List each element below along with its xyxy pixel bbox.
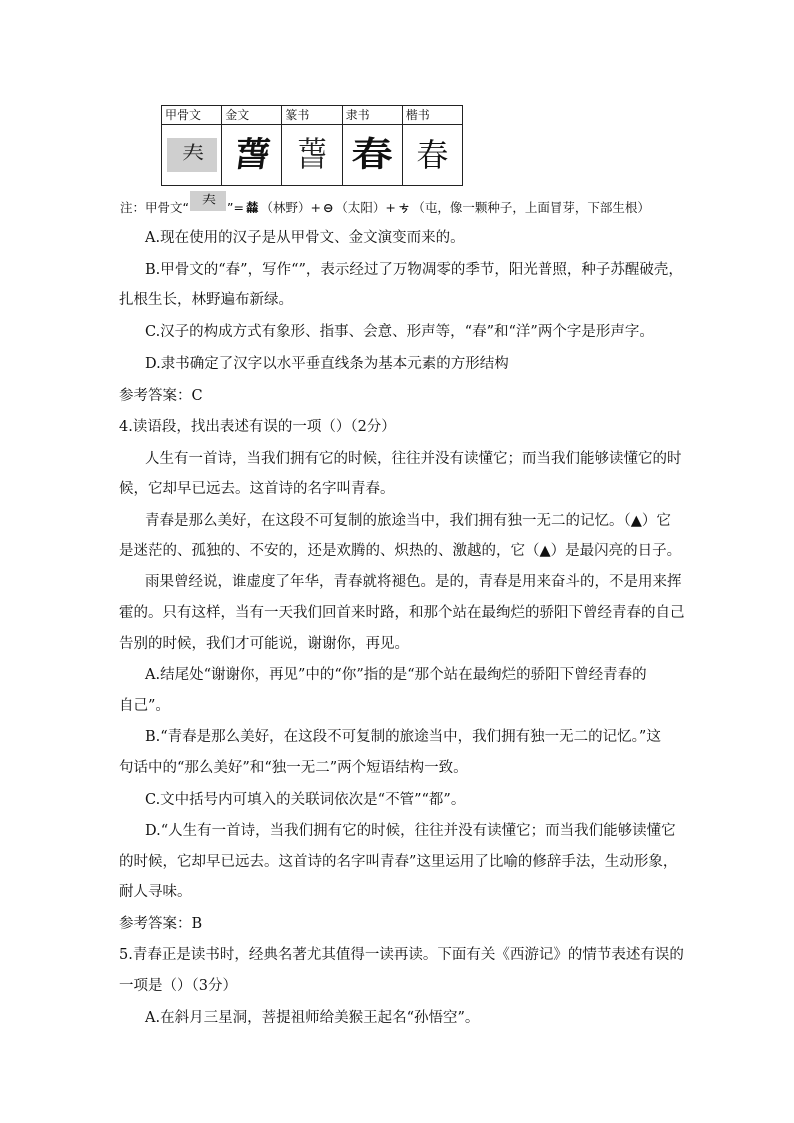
option-d-q3: D.隶书确定了汉字以水平垂直线条为基本元素的方形结构 xyxy=(145,356,509,372)
passage-p2-line2: 是迷茫的、孤独的、不安的，还是欢腾的、炽热的、激越的，它（▲）是最闪亮的日子。 xyxy=(119,543,682,559)
option-a-q4-cont: 自己”。 xyxy=(119,698,170,714)
passage-p1-line2: 候，它却早已远去。这首诗的名字叫青春。 xyxy=(119,481,395,497)
header-seal: 篆书 xyxy=(282,106,342,125)
option-a-q4: A.结尾处“谢谢你，再见”中的“你”指的是“那个站在最绚烂的骄阳下曾经青春的 xyxy=(145,667,647,683)
option-d-q4-cont2: 耐人寻味。 xyxy=(119,884,192,900)
option-c-q4: C.文中括号内可填入的关联词依次是“不管”“都”。 xyxy=(145,792,466,808)
option-d-q4-cont: 的时候，它却早已远去。这首诗的名字叫青春”这里运用了比喻的修辞手法，生动形象， xyxy=(119,854,678,870)
header-bronze: 金文 xyxy=(222,106,282,125)
header-regular: 楷书 xyxy=(402,106,462,125)
sprout-glyph: ㄘ xyxy=(397,200,411,215)
passage-p3-line2: 霍的。只有这样，当有一天我们回首来时路，和那个站在最绚烂的骄阳下曾经青春的自己 xyxy=(119,605,685,621)
option-a-q5: A.在斜月三星洞，菩提祖师给美猴王起名“孙悟空”。 xyxy=(145,1010,480,1026)
option-c-q3: C.汉子的构成方式有象形、指事、会意、形声等，“春”和“洋”两个字是形声字。 xyxy=(145,324,654,340)
table-note xyxy=(120,193,650,217)
bronze-glyph: 萅 xyxy=(231,135,272,175)
option-d-q4: D.“人生有一首诗，当我们拥有它的时候，往往并没有读懂它；而当我们能够读懂它 xyxy=(145,823,676,839)
table-header-row xyxy=(162,106,463,125)
regular-glyph: 春 xyxy=(416,136,449,174)
option-b-q3: B.甲骨文的“春”，写作“”，表示经过了万物凋零的季节，阳光普照，种子苏醒破壳， xyxy=(145,262,683,278)
question-5-cont: 一项是（）（3分） xyxy=(119,978,237,994)
note-prefix: 注：甲骨文“ xyxy=(120,200,189,215)
table-glyph-row xyxy=(162,125,463,186)
script-evolution-table xyxy=(161,105,463,186)
passage-p1-line1: 人生有一首诗，当我们拥有它的时候，往往并没有读懂它；而当我们能够读懂它的时 xyxy=(145,451,682,467)
option-b-q4: B.“青春是那么美好，在这段不可复制的旅途当中，我们拥有独一无二的记忆。”这 xyxy=(145,729,661,745)
passage-p3-line3: 告别的时候，我们才可能说，谢谢你，再见。 xyxy=(119,636,409,652)
oracle-bone-glyph: 𡗗 xyxy=(167,138,217,172)
note-sprout-text: （屯，像一颗种子，上面冒芽，下部生根） xyxy=(412,200,650,215)
forest-glyph: 𣡕 xyxy=(245,199,259,215)
note-oracle-glyph: 𡗗 xyxy=(190,191,226,211)
question-5: 5.青春正是读书时，经典名著尤其值得一读再读。下面有关《西游记》的情节表述有误的 xyxy=(119,947,684,963)
answer-q4: 参考答案：B xyxy=(119,916,203,932)
option-b-q3-cont: 扎根生长，林野遍布新绿。 xyxy=(119,292,293,308)
option-a-q3: A.现在使用的汉子是从甲骨文、金文演变而来的。 xyxy=(145,230,465,246)
passage-p2-line1: 青春是那么美好，在这段不可复制的旅途当中，我们拥有独一无二的记忆。（▲）它 xyxy=(145,513,671,529)
note-sun-text: （太阳）+ xyxy=(335,200,396,215)
answer-q3: 参考答案：C xyxy=(119,388,203,404)
note-forest-text: （林野）+ xyxy=(260,200,321,215)
question-4: 4.读语段，找出表述有误的一项（）（2分） xyxy=(119,419,396,435)
sun-glyph: ⊖ xyxy=(322,199,334,215)
option-b-q4-cont: 句话中的“那么美好”和“独一无二”两个短语结构一致。 xyxy=(119,760,468,776)
note-equals: ”= xyxy=(226,199,244,215)
seal-glyph: 萅 xyxy=(297,135,327,175)
passage-p3-line1: 雨果曾经说，谁虚度了年华，青春就将褪色。是的，青春是用来奋斗的，不是用来挥 xyxy=(145,574,682,590)
header-oracle-bone: 甲骨文 xyxy=(162,106,222,125)
header-clerical: 隶书 xyxy=(342,106,402,125)
clerical-glyph: 春 xyxy=(351,135,393,175)
